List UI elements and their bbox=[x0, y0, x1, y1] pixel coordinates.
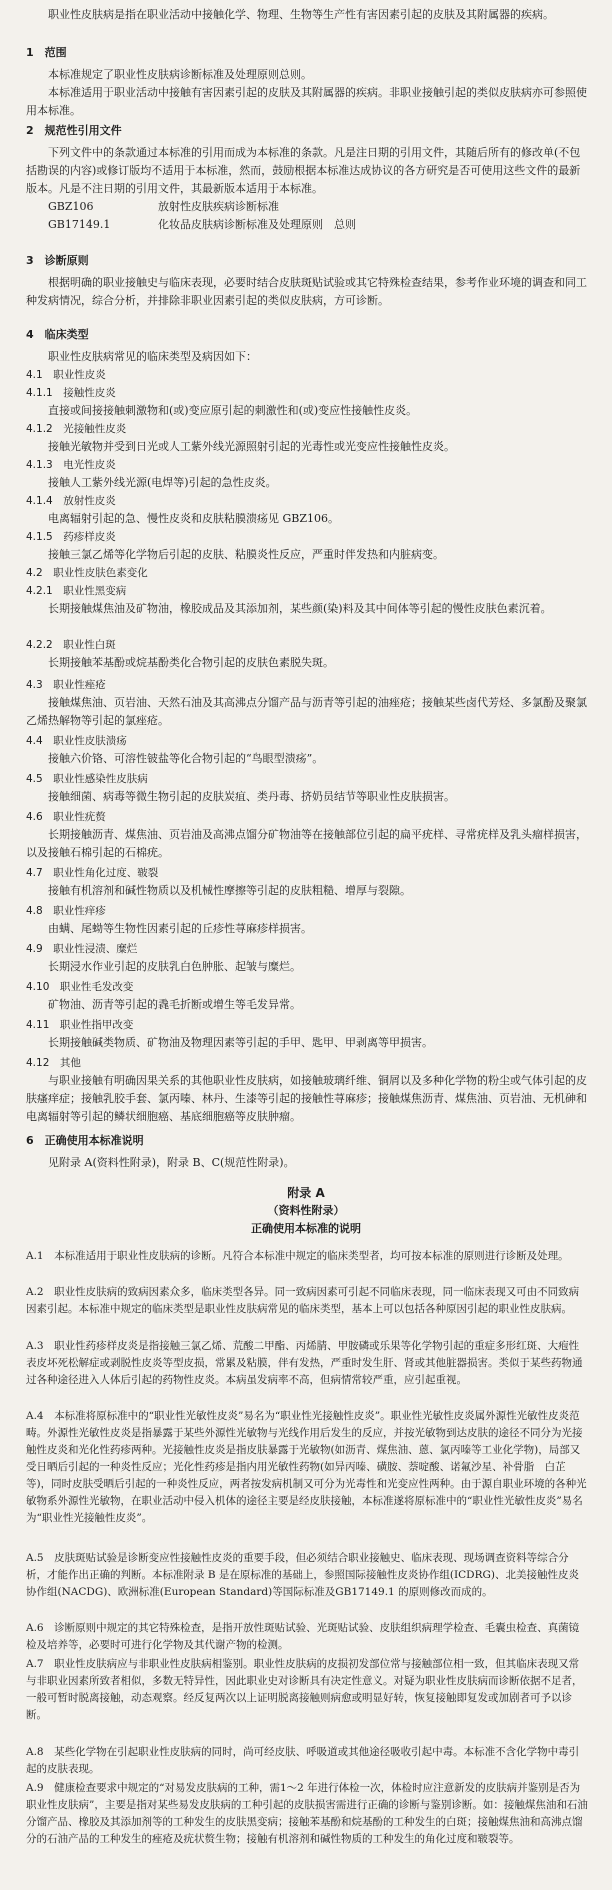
ref-code-1: GBZ106 bbox=[48, 200, 94, 213]
heading-4-1-3: 4.1.3 电光性皮炎 bbox=[26, 459, 116, 471]
appendix-a6: A.6 诊断原则中规定的其它特殊检查，是指开放性斑贴试验、光斑贴试验、皮肤组织病理学检查、毛囊虫检查、真菌镜检及培养等，必要时可进行化学物及其代谢产物的检测。 bbox=[26, 1622, 580, 1651]
text-4-9: 长期浸水作业引起的皮肤乳白色肿胀、起皱与糜烂。 bbox=[48, 960, 301, 973]
appendix-kind: （资料性附录） bbox=[267, 1204, 345, 1217]
section-4-title: 4 临床类型 bbox=[26, 328, 89, 341]
text-4-8: 由螨、尾蚴等生物性因素引起的丘疹性荨麻疹样损害。 bbox=[48, 922, 312, 935]
ref-name-1: 放射性皮肤疾病诊断标准 bbox=[158, 200, 279, 213]
appendix-a3: A.3 职业性药疹样皮炎是指接触三氯乙烯、荒酸二甲酯、丙烯腈、甲胺磷或乐果等化学物引起的重症多形红斑、大疱性表皮坏死松解症或剥脱性皮炎等型皮损，常累及粘膜，伴有发热，严重时发生肝、肾或其他脏器损害。类似于某些药物通过各种途径进入人体后引起的药物性皮炎。本病虽发病率不高，但病情常较严重，应引起重视。 bbox=[26, 1340, 583, 1386]
heading-4-1: 4.1 职业性皮炎 bbox=[26, 369, 106, 381]
heading-4-2: 4.2 职业性皮肤色素变化 bbox=[26, 567, 148, 579]
heading-4-7: 4.7 职业性角化过度、皲裂 bbox=[26, 867, 159, 879]
heading-4-1-2: 4.1.2 光接触性皮炎 bbox=[26, 423, 127, 435]
text-4-1-2: 接触光敏物并受到日光或人工紫外线光源照射引起的光毒性或光变应性接触性皮炎。 bbox=[48, 440, 455, 453]
heading-4-8: 4.8 职业性痒疹 bbox=[26, 905, 106, 917]
appendix-a2: A.2 职业性皮肤病的致病因素众多，临床类型各异。同一致病因素可引起不同临床表现，同一临床表现又可由不同致病因素引起。本标准中规定的临床类型是职业性皮肤病常见的临床类型，基本上可以包括各种原因引起的职业性皮肤病。 bbox=[26, 1286, 580, 1315]
heading-4-6: 4.6 职业性疣赘 bbox=[26, 811, 106, 823]
heading-4-1-1: 4.1.1 接触性皮炎 bbox=[26, 387, 116, 399]
text-4-1-1: 直接或间接接触刺激物和(或)变应原引起的刺激性和(或)变应性接触性皮炎。 bbox=[48, 404, 418, 417]
text-4-2-2: 长期接触苯基酚或烷基酚类化合物引起的皮肤色素脱失斑。 bbox=[48, 656, 334, 669]
text-4-11: 长期接触碱类物质、矿物油及物理因素等引起的手甲、匙甲、甲剥离等甲损害。 bbox=[48, 1036, 433, 1049]
section-1-p1: 本标准规定了职业性皮肤病诊断标准及处理原则总则。 bbox=[48, 68, 312, 81]
intro-paragraph: 职业性皮肤病是指在职业活动中接触化学、物理、生物等生产性有害因素引起的皮肤及其附属器的疾病。 bbox=[48, 8, 554, 21]
text-4-10: 矿物油、沥青等引起的毳毛折断或增生等毛发异常。 bbox=[48, 998, 301, 1011]
appendix-subtitle: 正确使用本标准的说明 bbox=[251, 1222, 361, 1235]
text-4-1-4: 电离辐射引起的急、慢性皮炎和皮肤粘膜溃疡见 GBZ106。 bbox=[48, 512, 340, 525]
text-4-5: 接触细菌、病毒等微生物引起的皮肤炭疽、类丹毒、挤奶员结节等职业性皮肤损害。 bbox=[48, 790, 455, 803]
section-6-title: 6 正确使用本标准说明 bbox=[26, 1134, 144, 1147]
ref-code-2: GB17149.1 bbox=[48, 218, 111, 231]
text-4-3: 接触煤焦油、页岩油、天然石油及其高沸点分馏产品与沥青等引起的油痤疮；接触某些卤代芳烃、多氯酚及聚氯乙烯热解物等引起的氯痤疮。 bbox=[26, 696, 587, 727]
heading-4-2-2: 4.2.2 职业性白斑 bbox=[26, 639, 116, 651]
section-1-p2: 本标准适用于职业活动中接触有害因素引起的皮肤及其附属器的疾病。非职业接触引起的类似皮肤病亦可参照使用本标准。 bbox=[26, 86, 587, 117]
heading-4-2-1: 4.2.1 职业性黑变病 bbox=[26, 585, 127, 597]
section-2-title: 2 规范性引用文件 bbox=[26, 124, 122, 137]
text-4-2-1: 长期接触煤焦油及矿物油，橡胶成品及其添加剂，某些颜(染)料及其中间体等引起的慢性皮肤色素沉着。 bbox=[48, 602, 552, 615]
heading-4-9: 4.9 职业性浸渍、糜烂 bbox=[26, 943, 138, 955]
heading-4-10: 4.10 职业性毛发改变 bbox=[26, 981, 134, 993]
ref-name-2: 化妆品皮肤病诊断标准及处理原则 总则 bbox=[158, 218, 356, 231]
heading-4-1-5: 4.1.5 药疹样皮炎 bbox=[26, 531, 116, 543]
appendix-a1: A.1 本标准适用于职业性皮肤病的诊断。凡符合本标准中规定的临床类型者，均可按本标准的原则进行诊断及处理。 bbox=[26, 1250, 569, 1262]
appendix-a5: A.5 皮肤斑贴试验是诊断变应性接触性皮炎的重要手段，但必须结合职业接触史、临床表现、现场调查资料等综合分析，才能作出正确的判断。本标准附录 B 是在原标准的基础上，参照国际接触性皮炎协作组(ICDRG)、北美接触性皮炎协作组(NACDG)、欧洲标准(European Standard)等国际标准及GB17149.1 的原则修改而成的。 bbox=[26, 1552, 579, 1598]
section-6-p1: 见附录 A(资料性附录)，附录 B、C(规范性附录)。 bbox=[48, 1156, 295, 1169]
heading-4-12: 4.12 其他 bbox=[26, 1057, 81, 1069]
appendix-a8: A.8 某些化学物在引起职业性皮肤病的同时，尚可经皮肤、呼吸道或其他途径吸收引起中毒。本标准不含化学物中毒引起的皮肤表现。 bbox=[26, 1746, 580, 1775]
text-4-6: 长期接触沥青、煤焦油、页岩油及高沸点馏分矿物油等在接触部位引起的扁平疣样、寻常疣样及乳头瘤样损害，以及接触石棉引起的石棉疣。 bbox=[26, 828, 587, 859]
section-3-title: 3 诊断原则 bbox=[26, 254, 89, 267]
appendix-a4: A.4 本标准将原标准中的“职业性光敏性皮炎”易名为“职业性光接触性皮炎”。职业性光敏性皮炎属外源性光敏性皮炎范畴。外源性光敏性皮炎是指暴露于某些外源性光敏物与光线作用后发生的反应，并按光敏物到达皮肤的途径不同分为光接触性皮炎和光化性药疹两种。光接触性皮炎是指皮肤暴露于光敏物(如沥青、煤焦油、蒽、氯丙嗪等工业化学物)，局部又受日晒后引起的一种炎性反应；光化性药疹是指内用光敏性药物(如异丙嗪、磺胺、萘啶酸、诺氟沙星、补骨脂 白芷等)，同时皮肤受晒后引起的一种炎性反应，两者按发病机制又可分为光毒性和光变应性两种。由于源自职业环境的各种光敏物系外源性光敏物，在职业活动中侵入机体的途径主要是经皮肤接触，本标准遂将原标准中的“职业性光敏性皮炎”易名为“职业性光接触性皮炎”。 bbox=[26, 1410, 587, 1524]
appendix-a9: A.9 健康检查要求中规定的“对易发皮肤病的工种，需1～2 年进行体检一次，体检时应注意新发的皮肤病并鉴别是否为职业性皮肤病”，主要是指对某些易发皮肤病的工种引起的皮肤损害需进行正确的诊断与鉴别诊断。如：接触煤焦油和石油分馏产品、橡胶及其添加剂等的工种发生的皮肤黑变病；接触苯基酚和烷基酚的工种发生的白斑；接触煤焦油和高沸点馏分的石油产品的工种发生的痤疮及疣状赘生物；接触有机溶剂和碱性物质的工种发生的角化过度和皲裂等。 bbox=[26, 1782, 588, 1845]
section-2-p1: 下列文件中的条款通过本标准的引用而成为本标准的条款。凡是注日期的引用文件，其随后所有的修改单(不包括勘误的内容)或修订版均不适用于本标准，然而，鼓励根据本标准达成协议的各方研究是否可使用这些文件的最新版本。凡是不注日期的引用文件，其最新版本适用于本标准。 bbox=[26, 146, 581, 195]
text-4-4: 接触六价铬、可溶性铍盐等化合物引起的“鸟眼型溃疡”。 bbox=[48, 752, 324, 765]
appendix-title: 附录 A bbox=[287, 1186, 325, 1200]
heading-4-4: 4.4 职业性皮肤溃疡 bbox=[26, 735, 127, 747]
heading-4-5: 4.5 职业性感染性皮肤病 bbox=[26, 773, 148, 785]
heading-4-11: 4.11 职业性指甲改变 bbox=[26, 1019, 134, 1031]
heading-4-1-4: 4.1.4 放射性皮炎 bbox=[26, 495, 116, 507]
heading-4-3: 4.3 职业性痤疮 bbox=[26, 679, 106, 691]
appendix-a7: A.7 职业性皮肤病应与非职业性皮肤病相鉴别。职业性皮肤病的皮损初发部位常与接触部位相一致，但其临床表现又常与非职业因素所致者相似，多数无特异性，因此职业史对诊断具有决定性意义。对疑为职业性皮肤病而诊断依据不足者，一般可暂时脱离接触，动态观察。经反复两次以上证明脱离接触则病愈或明显好转，恢复接触即复发或加剧者可予以诊断。 bbox=[26, 1658, 583, 1721]
text-4-1-3: 接触人工紫外线光源(电焊等)引起的急性皮炎。 bbox=[48, 476, 277, 489]
section-4-lead: 职业性皮肤病常见的临床类型及病因如下： bbox=[48, 350, 257, 363]
text-4-7: 接触有机溶剂和碱性物质以及机械性摩擦等引起的皮肤粗糙、增厚与裂隙。 bbox=[48, 884, 411, 897]
section-3-p1: 根据明确的职业接触史与临床表现，必要时结合皮肤斑贴试验或其它特殊检查结果，参考作业环境的调查和同工种发病情况，综合分析，并排除非职业因素引起的类似皮肤病，方可诊断。 bbox=[26, 276, 587, 307]
text-4-12: 与职业接触有明确因果关系的其他职业性皮肤病，如接触玻璃纤维、铜屑以及多种化学物的粉尘或气体引起的皮肤瘙痒症；接触乳胶手套、氯丙嗪、林丹、生漆等引起的接触性荨麻疹；接触煤焦沥青、煤焦油、页岩油、无机砷和电离辐射等引起的鳞状细胞癌、基底细胞癌等皮肤肿瘤。 bbox=[26, 1074, 587, 1123]
text-4-1-5: 接触三氯乙烯等化学物后引起的皮肤、粘膜炎性反应，严重时伴发热和内脏病变。 bbox=[48, 548, 444, 561]
section-1-title: 1 范围 bbox=[26, 46, 67, 59]
